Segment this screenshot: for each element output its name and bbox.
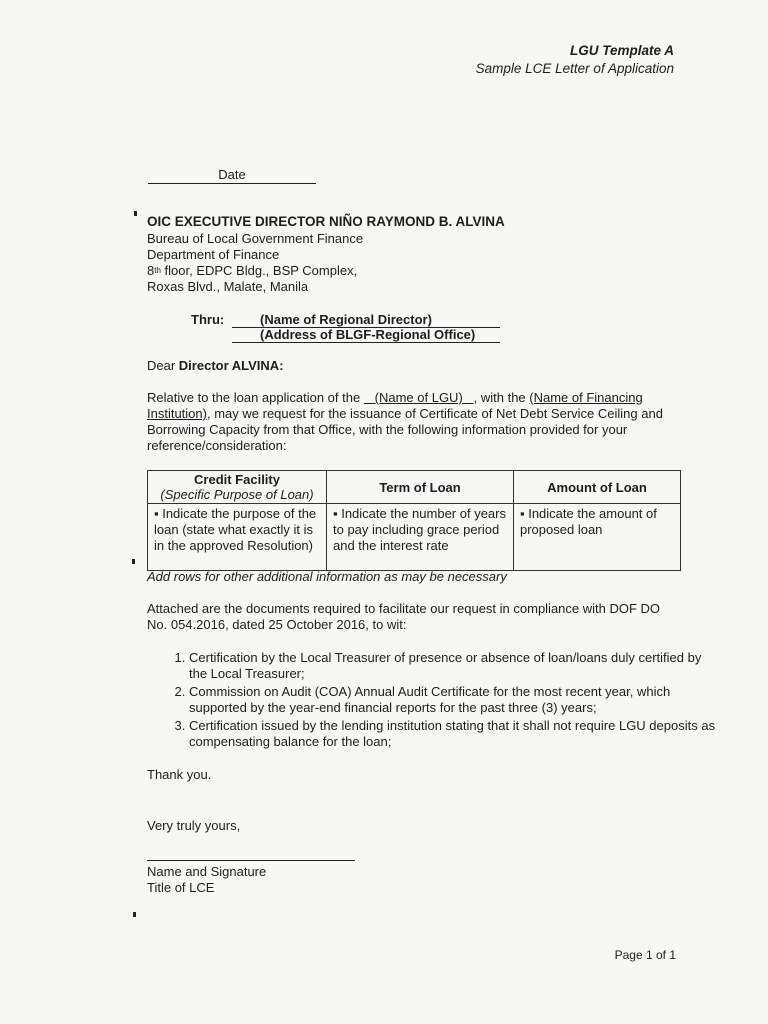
thanks-text: Thank you. bbox=[147, 767, 212, 782]
template-title: LGU Template A bbox=[569, 43, 674, 58]
recipient-org: Bureau of Local Government Finance bbox=[147, 231, 364, 246]
thru-regional-director: (Name of Regional Director) bbox=[232, 312, 500, 328]
institution-placeholder: (Name of Financing Institution) bbox=[147, 390, 643, 421]
lgu-name-placeholder: (Name of LGU) bbox=[363, 390, 474, 405]
cell-credit-facility: ▪ Indicate the purpose of the loan (state what exactly it is in the approved Resolution) bbox=[148, 504, 327, 571]
list-item: 2. Commission on Audit (COA) Annual Audit Certificate for the most recent year, which supported by the year-end financial reports for the past three (3) years; bbox=[189, 684, 719, 716]
date-field: Date bbox=[148, 167, 316, 184]
address-line1-rest: floor, EDPC Bldg., BSP Complex, bbox=[160, 263, 358, 278]
recipient-address-line2: Roxas Blvd., Malate, Manila bbox=[147, 279, 309, 294]
floor-suffix: th bbox=[154, 266, 161, 275]
header-credit-facility bbox=[148, 471, 327, 504]
salutation bbox=[147, 358, 284, 373]
salutation-name: Director ALVINA: bbox=[178, 358, 284, 373]
list-item: 1. Certification by the Local Treasurer of presence or absence of loan/loans duly certified by the Local Treasurer; bbox=[189, 650, 719, 682]
recipient-dept: Department of Finance bbox=[147, 247, 280, 262]
paragraph-text-3: , may we request for the issuance of Certificate of Net Debt Service Ceiling and Borrowing Capacity from that Office, with the following information provided for your reference/consideration: bbox=[147, 406, 663, 453]
template-subtitle: Sample LCE Letter of Application bbox=[475, 61, 674, 76]
cell-term-of-loan: ▪ Indicate the number of years to pay including grace period and the interest rate bbox=[327, 504, 514, 571]
page-number: Page 1 of 1 bbox=[614, 948, 676, 962]
signature-title: Title of LCE bbox=[147, 880, 215, 895]
recipient-address bbox=[147, 231, 363, 295]
list-item: 3. Certification issued by the lending institution stating that it shall not require LGU deposits as compensating balance for the loan; bbox=[189, 718, 719, 750]
request-paragraph bbox=[147, 390, 677, 454]
loan-details-table bbox=[147, 470, 681, 571]
scan-mark bbox=[133, 912, 136, 917]
header-credit-facility-sub: (Specific Purpose of Loan) bbox=[160, 487, 314, 502]
salutation-prefix: Dear bbox=[147, 358, 179, 373]
floor-number: 8 bbox=[147, 263, 155, 278]
requirements-list bbox=[147, 650, 719, 752]
thru-regional-office: (Address of BLGF-Regional Office) bbox=[232, 327, 500, 343]
paragraph-text-1: Relative to the loan application of the bbox=[147, 390, 364, 405]
table-row bbox=[148, 504, 681, 571]
scan-mark bbox=[134, 211, 137, 216]
thru-label: Thru: bbox=[191, 312, 225, 327]
signature-name: Name and Signature bbox=[147, 864, 267, 879]
recipient-name: OIC EXECUTIVE DIRECTOR NIÑO RAYMOND B. ALVINA bbox=[147, 214, 505, 229]
recipient-address-line1 bbox=[147, 263, 363, 279]
cell-amount-of-loan: ▪ Indicate the amount of proposed loan bbox=[514, 504, 681, 571]
scan-mark bbox=[132, 559, 135, 564]
header-credit-facility-label: Credit Facility bbox=[194, 472, 280, 487]
paragraph-text-2: , with the bbox=[473, 390, 530, 405]
table-note: Add rows for other additional information as may be necessary bbox=[147, 569, 507, 584]
attached-paragraph: Attached are the documents required to facilitate our request in compliance with DOF DO No. 054.2016, dated 25 October 2016, to wit: bbox=[147, 601, 661, 632]
header-amount-of-loan: Amount of Loan bbox=[514, 471, 681, 504]
closing-text: Very truly yours, bbox=[147, 818, 241, 833]
table-header-row bbox=[148, 471, 681, 504]
header-term-of-loan: Term of Loan bbox=[327, 471, 514, 504]
signature-line bbox=[147, 860, 355, 861]
